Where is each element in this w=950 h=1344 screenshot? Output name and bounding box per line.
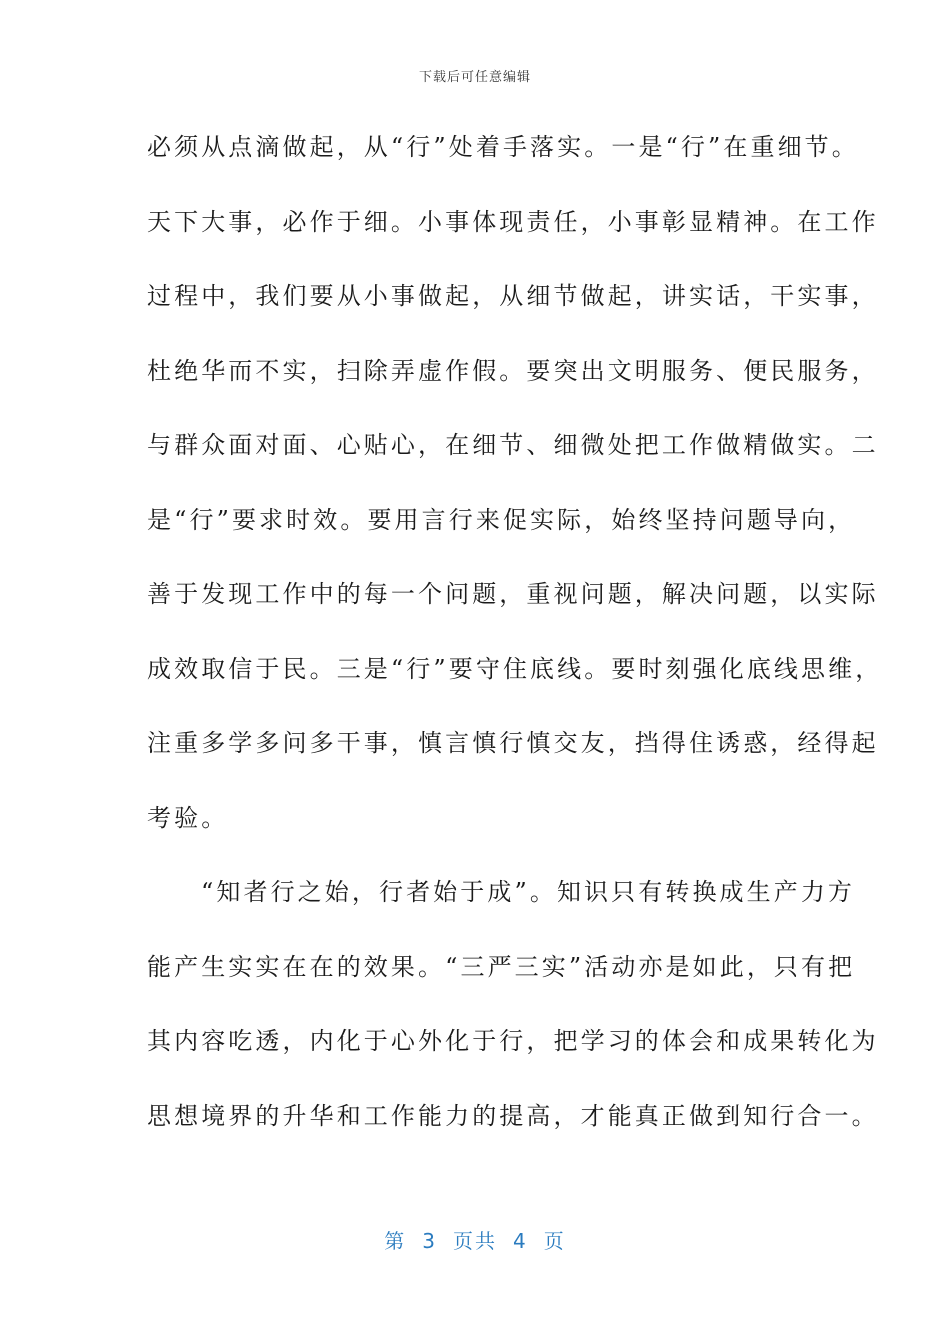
text-line: 杜绝华而不实，扫除弄虚作假。要突出文明服务、便民服务， <box>147 356 879 385</box>
text-line: 其内容吃透，内化于心外化于行，把学习的体会和成果转化为 <box>147 1027 879 1055</box>
footer-middle: 页共 <box>453 1229 497 1253</box>
text-line: 善于发现工作中的每一个问题，重视问题，解决问题，以实际 <box>147 580 879 608</box>
text-line: 能产生实实在在的效果。“三严三实”活动亦是如此，只有把 <box>147 952 856 981</box>
footer-suffix: 页 <box>543 1229 566 1253</box>
text-line: 思想境界的升华和工作能力的提高，才能真正做到知行合一。 <box>147 1101 879 1130</box>
footer-current-page: 3 <box>422 1229 437 1253</box>
text-line: 天下大事，必作于细。小事体现责任，小事彰显精神。在工作 <box>147 207 879 236</box>
page-footer <box>0 1225 950 1254</box>
text-line: 必须从点滴做起，从“行”处着手落实。一是“行”在重细节。 <box>147 133 859 161</box>
text-line: “知者行之始，行者始于成”。知识只有转换成生产力方 <box>201 878 856 906</box>
paragraph-1 <box>147 120 883 865</box>
footer-total-pages: 4 <box>513 1229 528 1253</box>
document-body <box>147 120 883 1163</box>
paragraph-2 <box>147 865 879 1163</box>
text-line: 与群众面对面、心贴心，在细节、细微处把工作做精做实。二 <box>147 431 879 459</box>
page-header: 下载后可任意编辑 <box>418 70 531 85</box>
footer-prefix: 第 <box>384 1229 407 1253</box>
text-line: 成效取信于民。三是“行”要守住底线。要时刻强化底线思维， <box>147 654 883 683</box>
text-line: 考验。 <box>147 803 229 832</box>
text-line: 注重多学多问多干事，慎言慎行慎交友，挡得住诱惑，经得起 <box>147 729 879 757</box>
text-line: 是“行”要求时效。要用言行来促实际，始终坚持问题导向， <box>147 505 856 534</box>
text-line: 过程中，我们要从小事做起，从细节做起，讲实话，干实事， <box>147 282 879 310</box>
